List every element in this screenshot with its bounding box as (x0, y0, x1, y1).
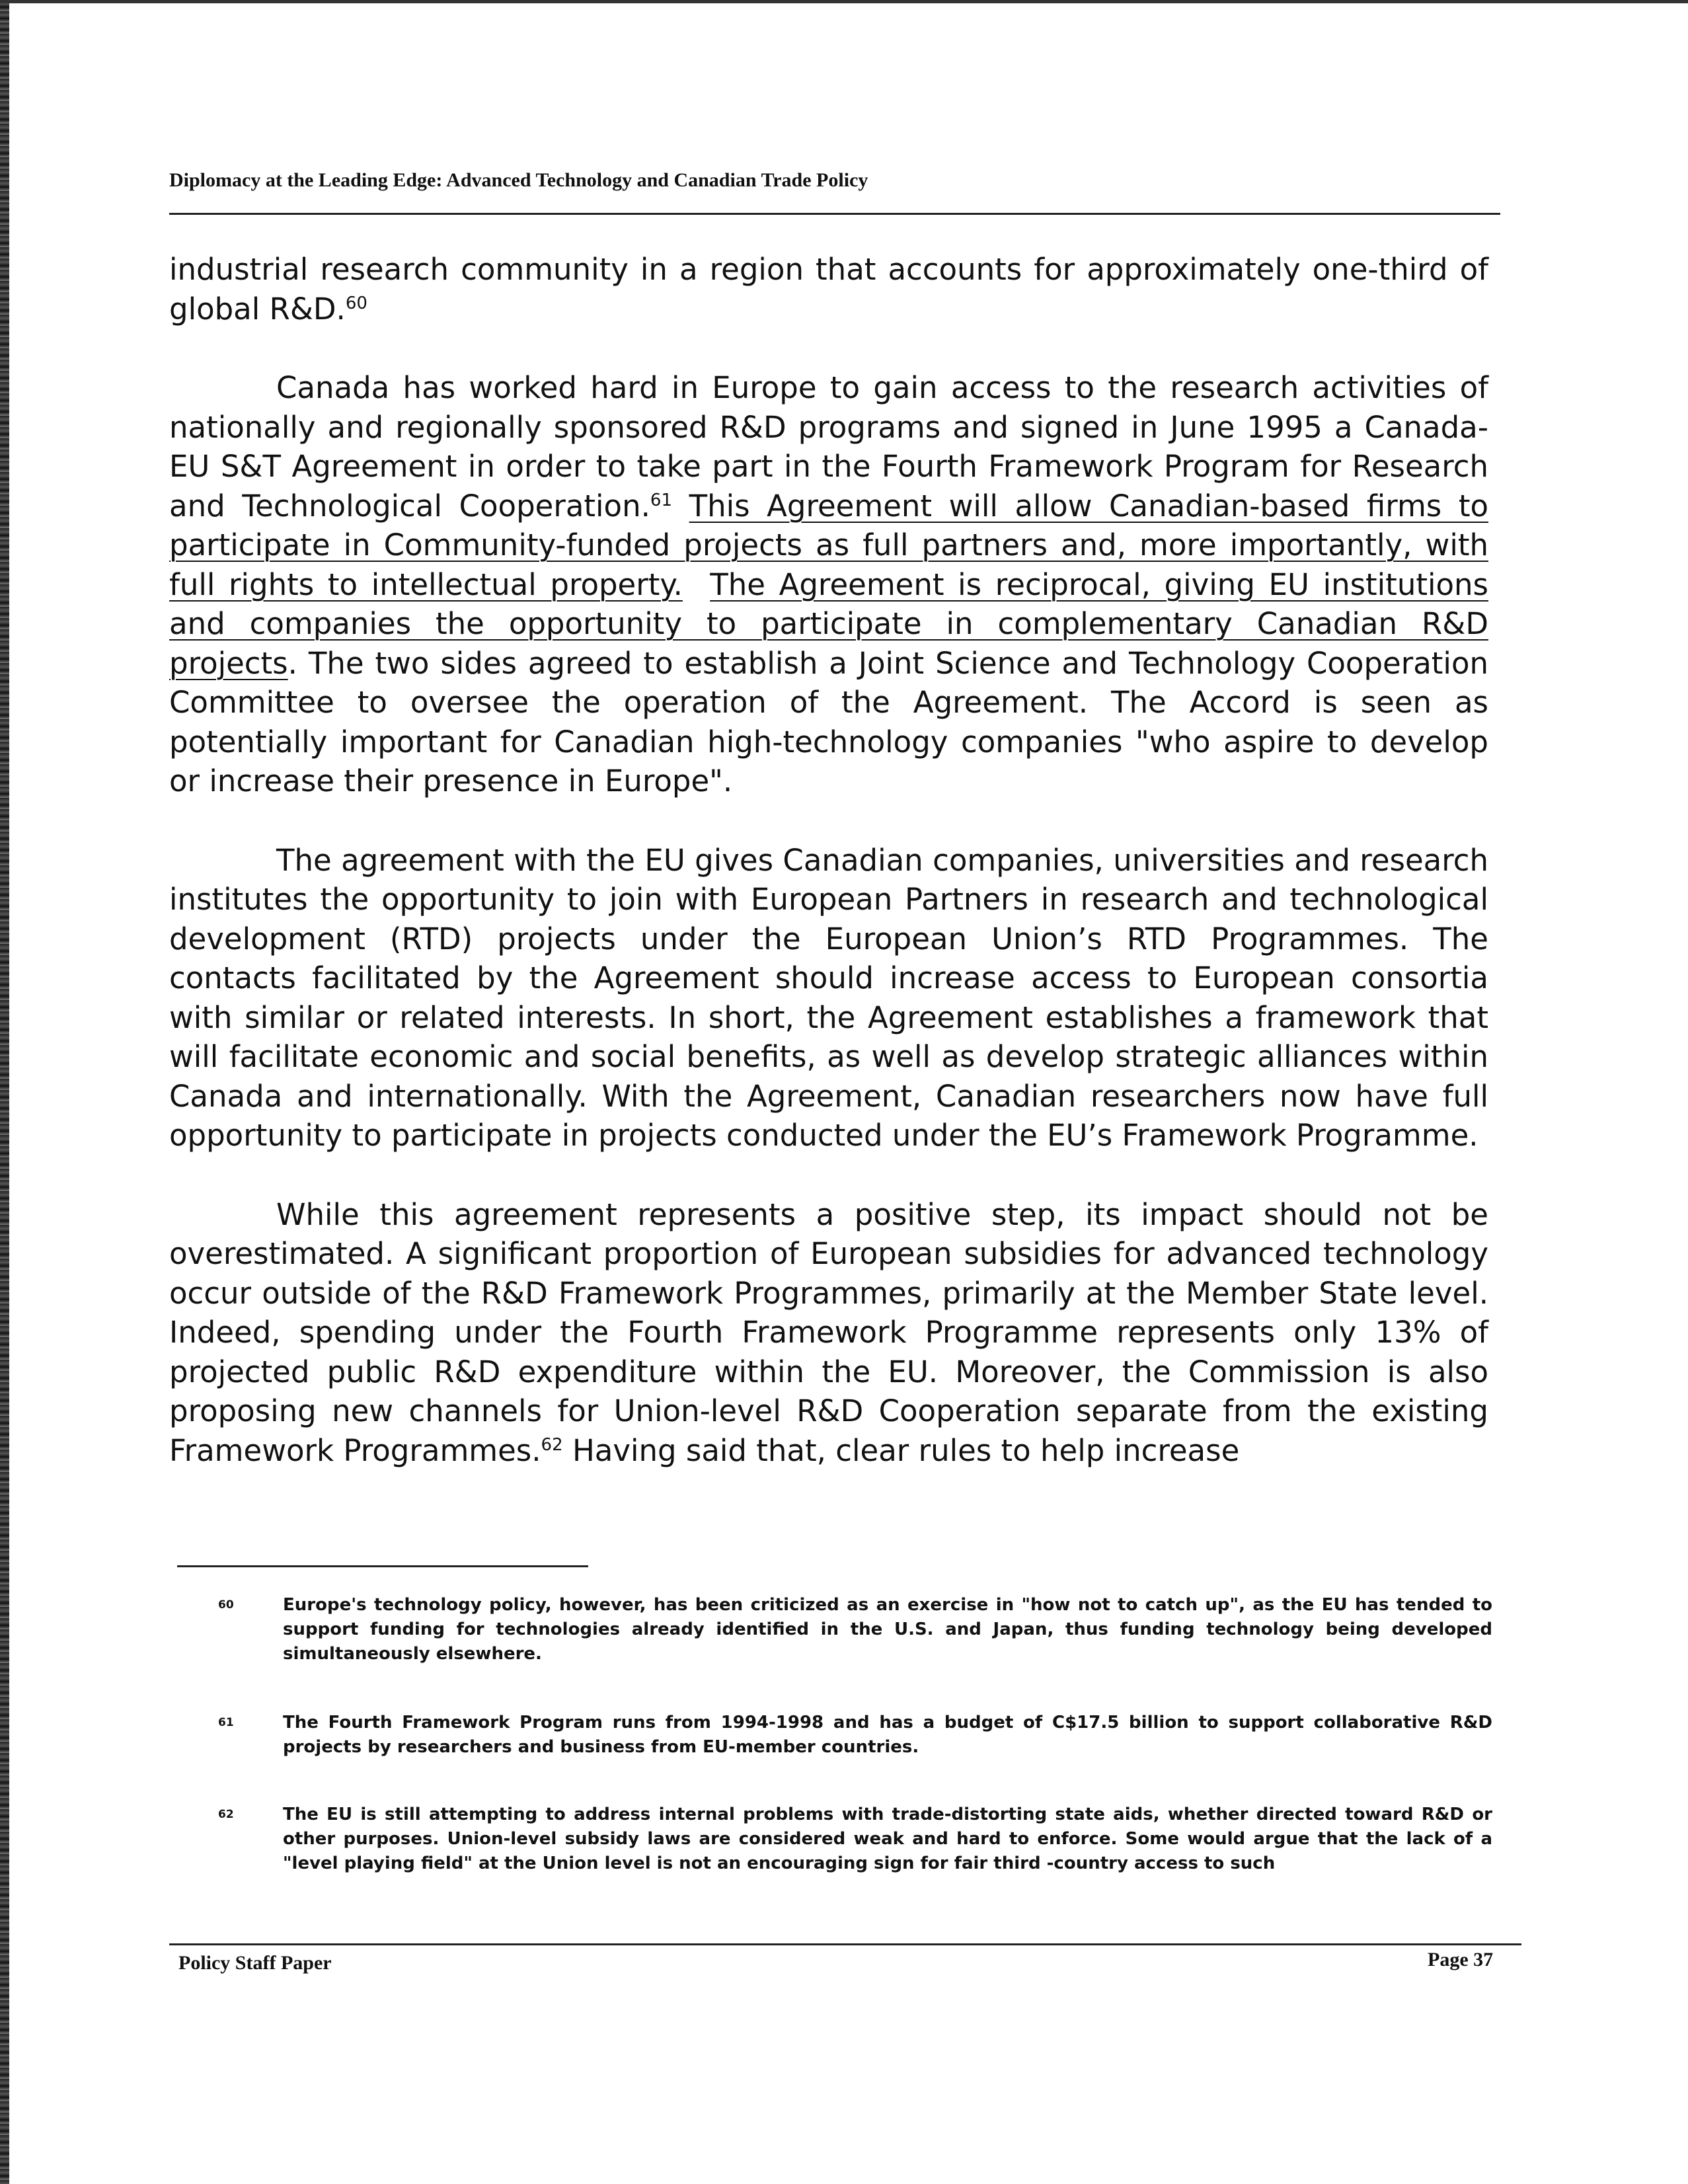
footnote-ref-61: 61 (650, 490, 672, 510)
paragraph-text: While this agreement represents a positive step, its impact should not be overestimated. A significant proportion of European subsidies for advanced technology occur outside of the R&D Framework Programmes, primarily at the Member State level. Indeed, spending under the Fourth Framework Programme represents only 13% of projected public R&D expenditure within the EU. Moreover, the Commission is also proposing new channels for Union-level R&D Cooperation separate from the existing Framework Programmes. (169, 1196, 1488, 1468)
paragraph-text: The agreement with the EU gives Canadian companies, universities and research institutes the opportunity to join with European Partners in research and technological development (RTD) projects under the European Union’s RTD Programmes. The contacts facilitated by the Agreement should increase access to European consortia with similar or related interests. In short, the Agreement establishes a framework that will facilitate economic and social benefits, as well as develop strategic alliances within Canada and internationally. With the Agreement, Canadian researchers now have full opportunity to participate in projects conducted under the EU’s Framework Programme. (169, 842, 1488, 1153)
paragraph-text: Having said that, clear rules to help increase (562, 1432, 1240, 1468)
footnote-number: 61 (218, 1716, 234, 1729)
footnote-text: The Fourth Framework Program runs from 1994-1998 and has a budget of C$17.5 billion to support collaborative R&D projects by researchers and business from EU-member countries. (283, 1713, 1492, 1757)
paragraph-text: Canada has worked hard in Europe to gain access to the research activities of nationally and regionally sponsored R&D programs and signed in June 1995 a Canada-EU S&T Agreement in order to take part in the Fourth Framework Program for Research and Technological Cooperation. (169, 370, 1488, 524)
header-rule (169, 213, 1500, 215)
footer-rule (169, 1943, 1521, 1945)
page-number: Page 37 (1428, 1949, 1494, 1970)
footnote-number: 62 (218, 1808, 234, 1821)
paragraph-eu-agreement (169, 841, 1488, 1155)
footnote-number: 60 (218, 1598, 234, 1612)
underlined-text: This Agreement will allow Canadian-based firms to participate in Community-funded projects as full partners and, more importantly, with full rights to intellectual property. (169, 488, 1489, 602)
scan-top-edge (0, 0, 1688, 3)
paragraph-text: industrial research community in a region that accounts for approximately one-third of global R&D. (169, 252, 1488, 327)
footnote-60 (177, 1593, 1492, 1666)
paragraph-positive-step (169, 1195, 1488, 1471)
footnote-ref-62: 62 (541, 1434, 563, 1455)
footer-publication: Policy Staff Paper (178, 1952, 332, 1974)
footnote-text: Europe's technology policy, however, has been criticized as an exercise in "how not to catch up", as the EU has tended to support funding for technologies already identified in the U.S. and Japan, thus funding technology being developed simultaneously elsewhere. (283, 1595, 1492, 1664)
footnote-61 (177, 1711, 1492, 1760)
running-header: Diplomacy at the Leading Edge: Advanced Technology and Canadian Trade Policy (169, 169, 868, 191)
footnote-text: The EU is still attempting to address internal problems with trade-distorting state aids, whether directed toward R&D or other purposes. Union-level subsidy laws are considered weak and hard to enforce. Some would argue that the lack of a "level playing field" at the Union level is not an encouraging sign for fair third -country access to such (283, 1805, 1492, 1873)
footnote-ref-60: 60 (345, 293, 367, 313)
paragraph-text: . The two sides agreed to establish a Joint Science and Technology Cooperation Committee to oversee the operation of the Agreement. The Accord is seen as potentially important for Canadian high-technology companies "who aspire to develop or increase their presence in Europe". (169, 645, 1488, 799)
body-text (169, 250, 1488, 1470)
paragraph-canada-europe (169, 368, 1488, 801)
footnote-62 (177, 1803, 1492, 1876)
scan-edge (0, 0, 9, 2184)
footnote-rule (177, 1565, 588, 1567)
paragraph-continuation (169, 250, 1488, 329)
underlined-text: The Agreement is reciprocal, giving EU institutions and companies the opportunity to participate in complementary Canadian R&D projects (169, 566, 1488, 681)
